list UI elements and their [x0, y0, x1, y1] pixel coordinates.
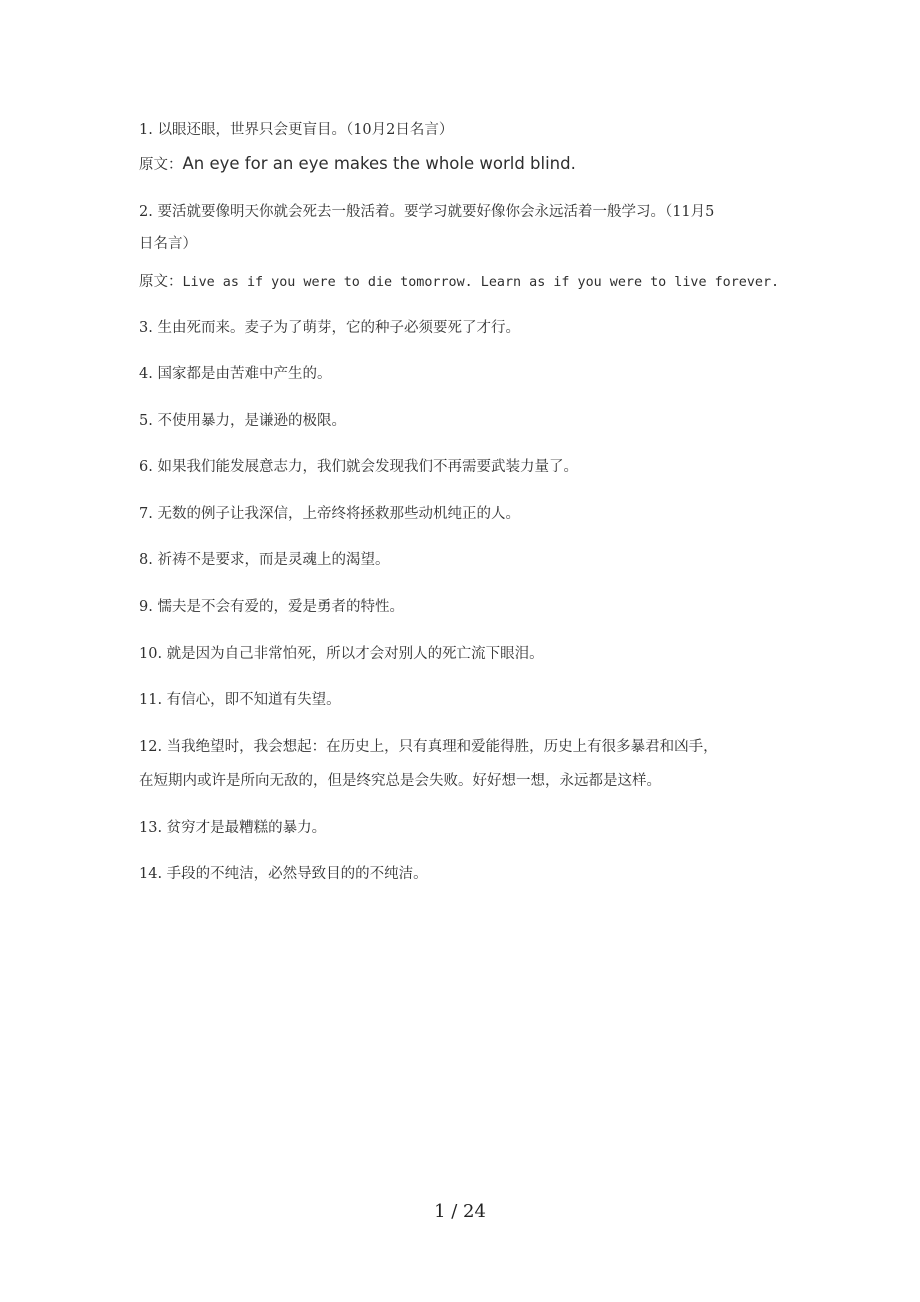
quote-2-original: [139, 272, 779, 293]
quote-13: 13. 贫穷才是最糟糕的暴力。: [139, 820, 327, 836]
original-label: 原文：: [139, 274, 183, 290]
quote-10: 10. 就是因为自己非常怕死，所以才会对别人的死亡流下眼泪。: [139, 646, 544, 662]
quote-2-chinese-line-2: 日名言）: [139, 236, 197, 252]
page-number: 1 / 24: [434, 1201, 486, 1222]
quote-2-english: Live as if you were to die tomorrow. Learn as if you were to live forever.: [182, 275, 780, 290]
quote-11: 11. 有信心，即不知道有失望。: [139, 692, 341, 708]
quote-14: 14. 手段的不纯洁，必然导致目的的不纯洁。: [139, 866, 428, 882]
quote-12-line-1: 12. 当我绝望时，我会想起：在历史上，只有真理和爱能得胜，历史上有很多暴君和凶手，: [139, 739, 718, 755]
quote-4: 4. 国家都是由苦难中产生的。: [139, 366, 332, 382]
quote-8: 8. 祈祷不是要求，而是灵魂上的渴望。: [139, 552, 390, 568]
quote-12-line-2: 在短期内或许是所向无敌的，但是终究总是会失败。好好想一想，永远都是这样。: [139, 773, 661, 789]
quote-1-english: An eye for an eye makes the whole world blind.: [182, 154, 576, 173]
quote-3: 3. 生由死而来。麦子为了萌芽，它的种子必须要死了才行。: [139, 320, 520, 336]
quote-5: 5. 不使用暴力，是谦逊的极限。: [139, 413, 346, 429]
quote-9: 9. 懦夫是不会有爱的，爱是勇者的特性。: [139, 599, 404, 615]
quote-6: 6. 如果我们能发展意志力，我们就会发现我们不再需要武装力量了。: [139, 459, 578, 475]
quote-7: 7. 无数的例子让我深信，上帝终将拯救那些动机纯正的人。: [139, 506, 520, 522]
original-label: 原文：: [139, 157, 183, 173]
quote-1-original: [139, 154, 576, 175]
quote-2-chinese-line-1: 2. 要活就要像明天你就会死去一般活着。要学习就要好像你会永远活着一般学习。（11月5: [139, 204, 715, 220]
quote-1-chinese: 1. 以眼还眼，世界只会更盲目。（10月2日名言）: [139, 122, 454, 138]
